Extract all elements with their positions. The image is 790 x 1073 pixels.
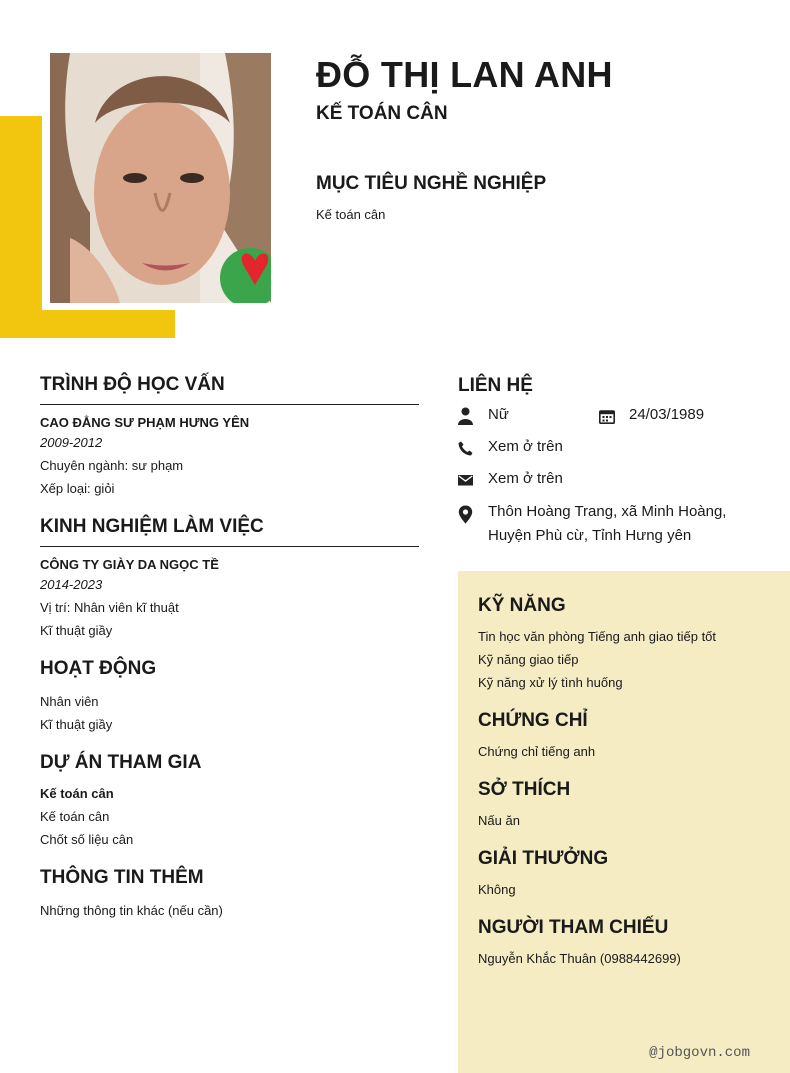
contact-phone-row [458,438,563,458]
contact-email-row [458,470,563,490]
project-name: Kế toán cân [40,786,114,801]
hobbies-heading: SỞ THÍCH [478,779,571,800]
left-column [40,374,419,938]
person-icon [458,406,488,426]
project-line: Chốt số liệu cân [40,832,134,847]
accent-bar-horizontal [0,310,175,338]
contact-address-row [458,502,758,548]
accent-bar-vertical [0,116,42,338]
skills-section [478,595,778,690]
education-period: 2009-2012 [40,435,103,450]
references-section [478,917,778,966]
extra-info-section [40,867,419,918]
hobby-item: Nấu ăn [478,813,520,828]
projects-heading: DỰ ÁN THAM GIA [40,752,202,773]
education-rank: Xếp loại: giỏi [40,481,115,496]
education-school: CAO ĐẲNG SƯ PHẠM HƯNG YÊN [40,415,250,430]
phone-icon [458,438,488,458]
contact-heading: LIÊN HỆ [458,375,533,396]
experience-section [40,516,419,638]
references-heading: NGƯỜI THAM CHIẾU [478,917,669,938]
experience-heading: KINH NGHIỆM LÀM VIỆC [40,516,419,547]
contact-birthday-row [599,406,704,426]
project-line: Kế toán cân [40,809,110,824]
side-panel [458,571,790,1073]
experience-detail: Kĩ thuật giầy [40,623,113,638]
watermark: @jobgovn.com [649,1045,750,1061]
certificates-section [478,710,778,759]
hobbies-section [478,779,778,828]
contact-phone: Xem ở trên [488,438,563,455]
experience-company: CÔNG TY GIÀY DA NGỌC TỀ [40,557,219,572]
contact-gender: Nữ [488,406,509,423]
education-major: Chuyên ngành: sư phạm [40,458,184,473]
contact-birthday: 24/03/1989 [629,406,705,423]
objective-text: Kế toán cân [316,207,386,222]
activities-line: Nhân viên [40,694,99,709]
candidate-name: ĐỖ THỊ LAN ANH [316,54,613,95]
calendar-icon [599,406,629,426]
job-title: KẾ TOÁN CÂN [316,103,448,124]
skill-item: Kỹ năng xử lý tình huống [478,675,623,690]
skills-heading: KỸ NĂNG [478,595,566,616]
certificate-item: Chứng chỉ tiếng anh [478,744,596,759]
objective-heading: MỤC TIÊU NGHỀ NGHIỆP [316,173,547,194]
education-section [40,374,419,496]
reference-item: Nguyễn Khắc Thuân (0988442699) [478,951,681,966]
experience-period: 2014-2023 [40,577,103,592]
experience-position: Vị trí: Nhân viên kĩ thuật [40,600,179,615]
award-item: Không [478,882,516,897]
activities-line: Kĩ thuật giầy [40,717,113,732]
activities-heading: HOẠT ĐỘNG [40,658,157,679]
contact-email: Xem ở trên [488,470,563,487]
contact-gender-row [458,406,509,426]
extra-info-heading: THÔNG TIN THÊM [40,867,204,888]
certificates-heading: CHỨNG CHỈ [478,710,588,731]
contact-address: Thôn Hoàng Trang, xã Minh Hoàng, Huyện Phù cừ, Tỉnh Hưng yên [488,503,727,544]
education-heading: TRÌNH ĐỘ HỌC VẤN [40,374,419,405]
activities-section [40,658,419,732]
profile-photo [50,53,271,303]
skill-item: Kỹ năng giao tiếp [478,652,579,667]
awards-heading: GIẢI THƯỞNG [478,848,609,869]
mail-icon [458,470,488,490]
extra-info-text: Những thông tin khác (nếu cần) [40,903,223,918]
projects-section [40,752,419,847]
location-pin-icon [458,502,488,526]
awards-section [478,848,778,897]
skill-item: Tin học văn phòng Tiếng anh giao tiếp tốt [478,629,717,644]
